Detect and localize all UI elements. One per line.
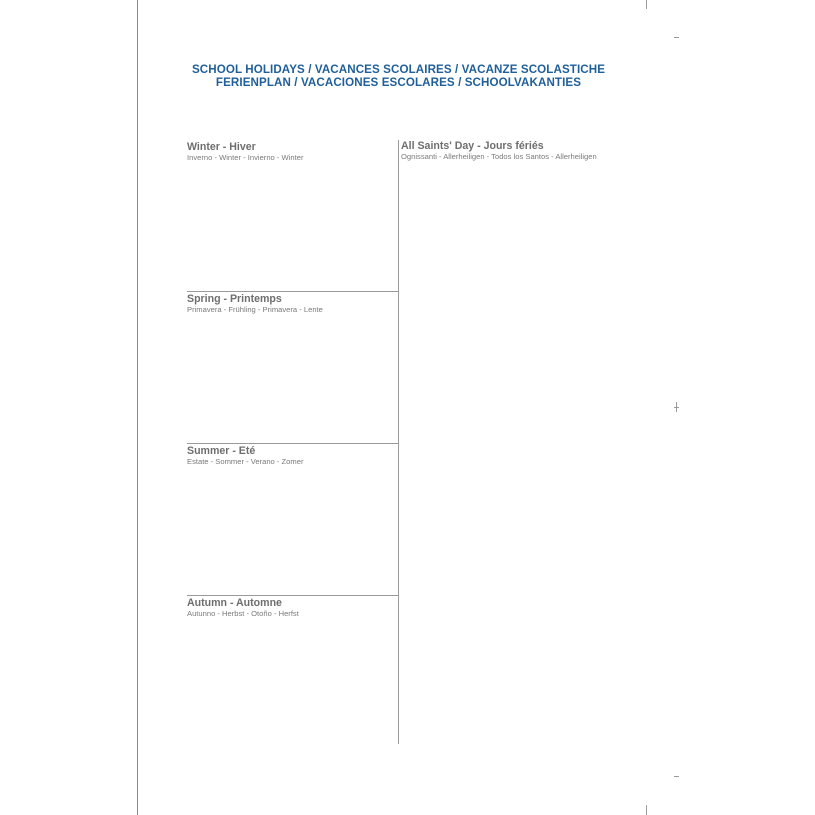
title-line-2: FERIENPLAN / VACACIONES ESCOLARES / SCHOOLVAKANTIES <box>215 76 582 89</box>
section-translations: Ognissanti - Allerheiligen - Todos los Santos - Allerheiligen <box>401 152 597 161</box>
section-translations: Estate - Sommer - Verano - Zomer <box>187 457 304 466</box>
crop-mark-top-right <box>674 37 679 38</box>
crop-mark-middle-right-h <box>674 407 679 408</box>
crop-mark-top <box>646 0 647 9</box>
crop-mark-bottom <box>646 805 647 815</box>
section-autumn <box>187 595 398 619</box>
section-summer <box>187 443 398 467</box>
page-title <box>0 63 797 89</box>
section-winter <box>187 141 398 163</box>
section-public-holidays <box>401 140 597 162</box>
section-translations: Primavera - Frühling - Primavera - Lente <box>187 305 323 314</box>
section-translations: Autunno - Herbst - Otoño - Herfst <box>187 609 299 618</box>
section-rule <box>187 595 398 596</box>
section-heading: Autumn - Automne <box>187 597 282 609</box>
section-spring <box>187 291 398 315</box>
title-line-1: SCHOOL HOLIDAYS / VACANCES SCOLAIRES / VACANZE SCOLASTICHE <box>191 63 606 76</box>
page-left-border <box>137 0 138 815</box>
section-rule <box>187 291 398 292</box>
crop-mark-bottom-right <box>674 776 679 777</box>
section-heading: Winter - Hiver <box>187 141 256 153</box>
section-heading: Spring - Printemps <box>187 293 282 305</box>
section-translations: Inverno - Winter - Invierno - Winter <box>187 153 304 162</box>
section-rule <box>187 443 398 444</box>
section-heading: All Saints' Day - Jours fériés <box>401 140 544 152</box>
section-heading: Summer - Eté <box>187 445 256 457</box>
column-divider <box>398 140 399 744</box>
